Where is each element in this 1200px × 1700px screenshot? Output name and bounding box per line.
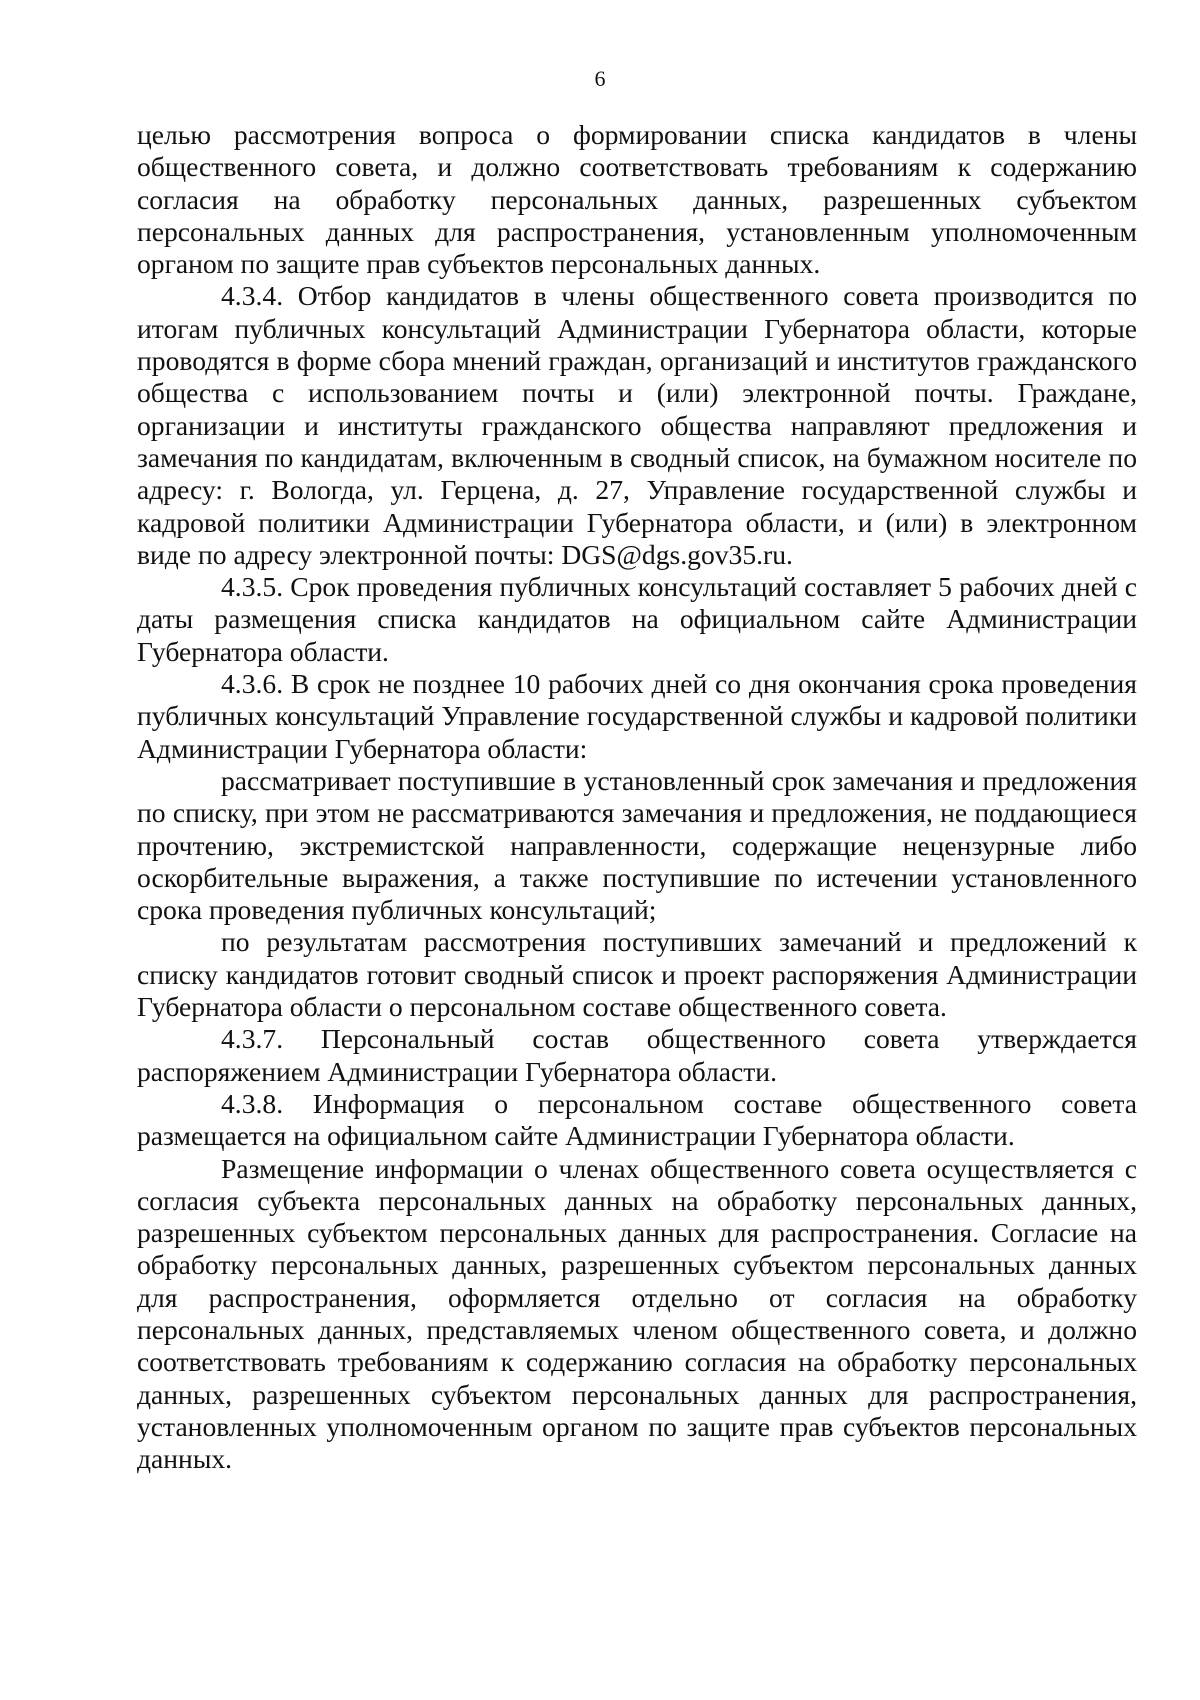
paragraph-4-3-6: 4.3.6. В срок не позднее 10 рабочих дней со дня окончания срока проведения публичных консультаций Управление государственной службы и кадровой политики Администрации Губернатора области: bbox=[137, 668, 1137, 764]
paragraph-4-3-6-item-prepare: по результатам рассмотрения поступивших замечаний и предложений к списку кандидатов готовит сводный список и проект распоряжения Администрации Губернатора области о персональном составе общественного совета. bbox=[137, 926, 1137, 1023]
paragraph-continuation: целью рассмотрения вопроса о формировании списка кандидатов в члены общественного совета, и должно соответствовать требованиям к содержанию согласия на обработку персональных данных, разрешенных субъектом персональных данных для распространения, установленным уполномоченным органом по защите прав субъектов персональных данных. bbox=[137, 119, 1137, 280]
paragraph-4-3-6-item-review: рассматривает поступившие в установленный срок замечания и предложения по списку, при этом не рассматриваются замечания и предложения, не поддающиеся прочтению, экстремистской направленности, содержащие нецензурные либо оскорбительные выражения, а также поступившие по истечении установленного срока проведения публичных консультаций; bbox=[137, 764, 1137, 926]
paragraph-4-3-8: 4.3.8. Информация о персональном составе общественного совета размещается на официальном сайте Администрации Губернатора области. bbox=[137, 1087, 1137, 1152]
paragraph-4-3-4: 4.3.4. Отбор кандидатов в члены общественного совета производится по итогам публичных консультаций Администрации Губернатора области, которые проводятся в форме сбора мнений граждан, организаций и институтов гражданского общества с использованием почты и (или) электронной почты. Граждане, организации и институты гражданского общества направляют предложения и замечания по кандидатам, включенным в сводный список, на бумажном носителе по адресу: г. Вологда, ул. Герцена, д. 27, Управление государственной службы и кадровой политики Администрации Губернатора области, и (или) в электронном виде по адресу электронной почты: DGS@dgs.gov35.ru. bbox=[137, 280, 1137, 570]
page-number: 6 bbox=[594, 66, 606, 91]
document-body bbox=[137, 119, 1137, 1475]
paragraph-consent: Размещение информации о членах общественного совета осуществляется с согласия субъекта персональных данных на обработку персональных данных, разрешенных субъектом персональных данных для распространения. Согласие на обработку персональных данных, разрешенных субъектом персональных данных для распространения, оформляется отдельно от согласия на обработку персональных данных, представляемых членом общественного совета, и должно соответствовать требованиям к содержанию согласия на обработку персональных данных, разрешенных субъектом персональных данных для распространения, установленных уполномоченным органом по защите прав субъектов персональных данных. bbox=[137, 1152, 1137, 1475]
paragraph-4-3-5: 4.3.5. Срок проведения публичных консультаций составляет 5 рабочих дней с даты размещения списка кандидатов на официальном сайте Администрации Губернатора области. bbox=[137, 571, 1137, 667]
paragraph-4-3-7: 4.3.7. Персональный состав общественного совета утверждается распоряжением Администрации Губернатора области. bbox=[137, 1023, 1137, 1087]
